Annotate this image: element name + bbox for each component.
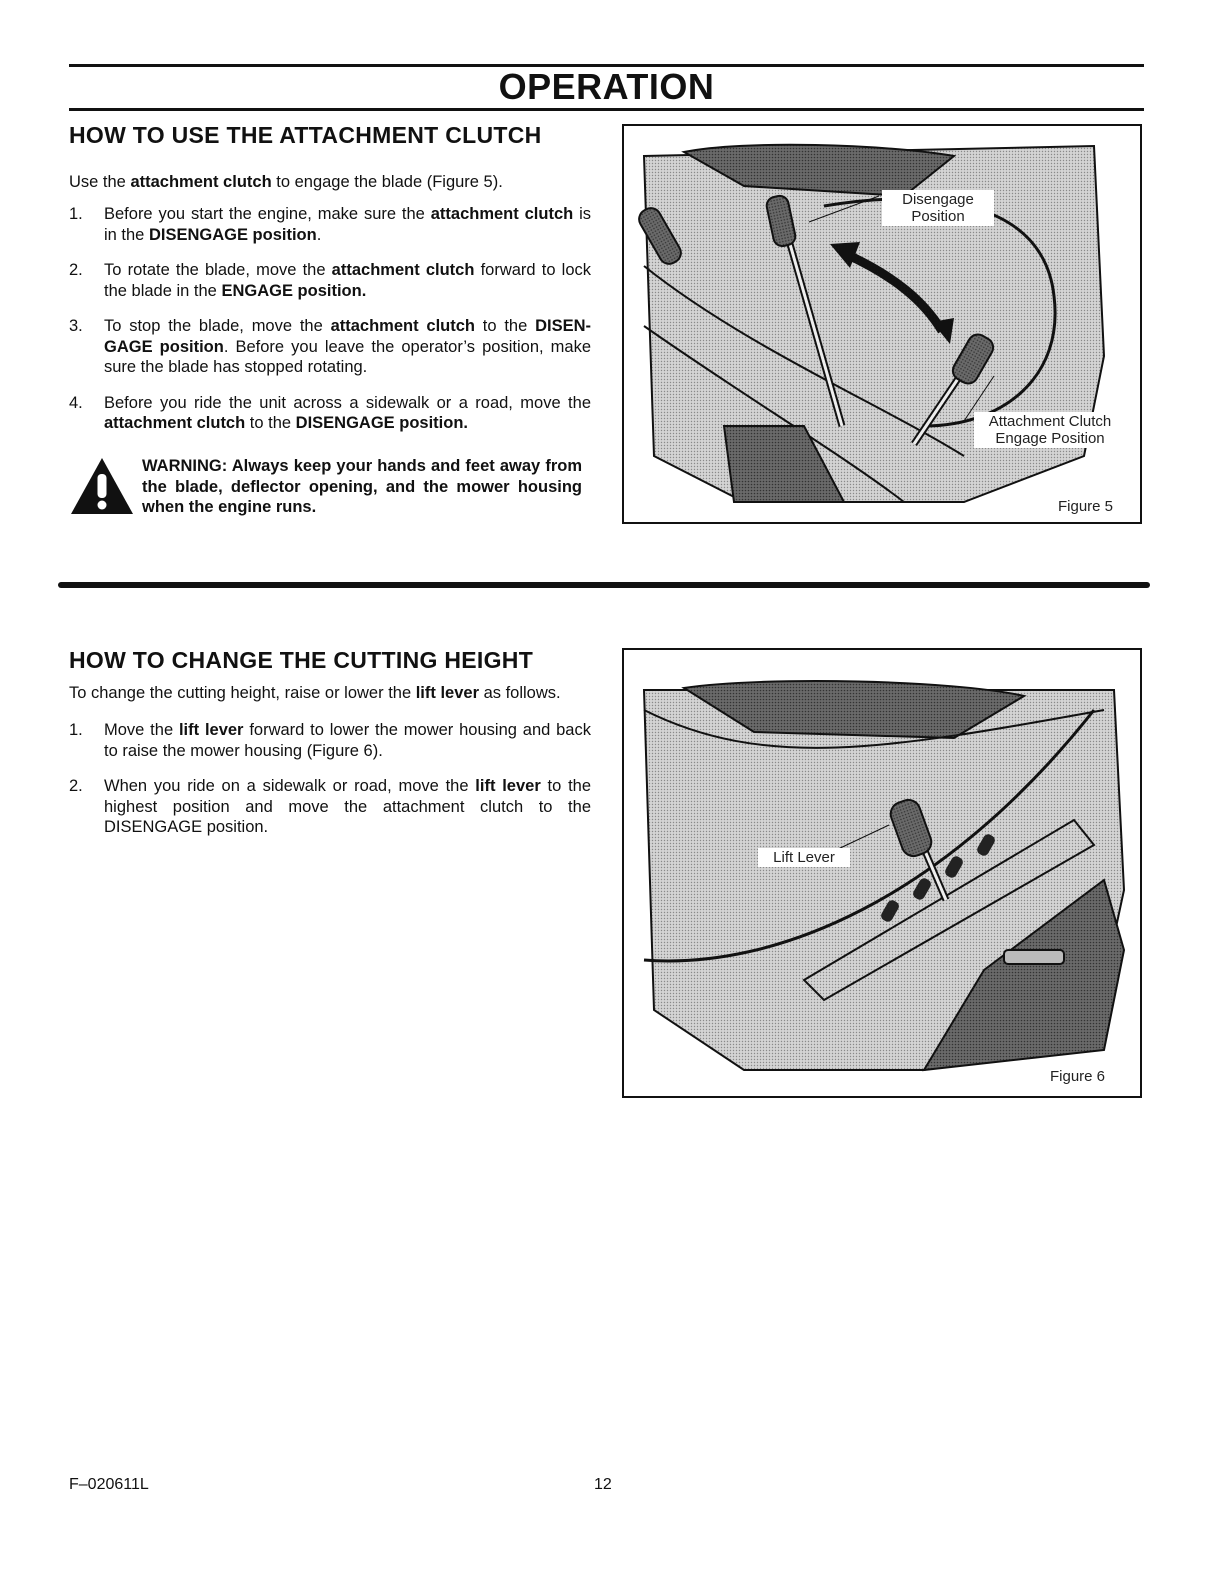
warning-block (69, 456, 584, 520)
clutch-steps (69, 204, 591, 449)
callout-line: Disengage (902, 191, 974, 208)
lift-lever-callout: Lift Lever (758, 848, 850, 867)
warning-text: WARNING: Always keep your hands and feet away from the blade, deflector opening, and the mower housing when the engine runs. (142, 457, 582, 516)
step-text: to the (245, 414, 296, 432)
cutting-intro (69, 683, 591, 704)
step-bold: attachment clutch (104, 414, 246, 432)
step-number: 2. (69, 777, 83, 795)
step-bold: attachment clutch (331, 261, 475, 279)
callout-line: Position (911, 208, 965, 225)
step-number: 3. (69, 317, 83, 335)
clutch-step (69, 204, 591, 245)
step-bold: attachment clutch (330, 317, 475, 335)
step-bold: lift lever (475, 777, 541, 795)
figure-5-label: Figure 5 (1058, 498, 1114, 515)
figure-6 (622, 648, 1142, 1098)
step-text: Move the (104, 721, 179, 739)
step-bold: ENGAGE position. (221, 281, 367, 300)
page-title: OPERATION (498, 66, 715, 107)
footer-code: F–020611L (69, 1476, 149, 1493)
step-number: 1. (69, 205, 83, 223)
step-text: forward to lower the mower housing and back to raise the mower housing (Figure 6). (104, 721, 591, 760)
step-text: . (316, 225, 322, 244)
figure-6-illustration (624, 650, 1140, 1096)
step-text: is in the (104, 205, 592, 244)
step-text: To stop the blade, move the (104, 317, 331, 335)
step-text: . Before you leave the operator’s position, make sure the blade has stopped rotating. (104, 337, 591, 376)
callout-line: Engage Position (995, 430, 1105, 447)
step-bold: attachment clutch (430, 205, 574, 223)
clutch-intro-post: to engage the blade (Figure 5). (271, 173, 503, 191)
clutch-intro-pre: Use the (69, 173, 131, 191)
disengage-callout (882, 190, 994, 226)
cutting-intro-bold: lift lever (415, 684, 479, 702)
cutting-intro-pre: To change the cutting height, raise or lower the (69, 684, 416, 702)
step-number: 4. (69, 393, 83, 412)
cutting-steps (69, 720, 591, 853)
step-number: 2. (69, 261, 83, 279)
section-heading-clutch: HOW TO USE THE ATTACHMENT CLUTCH (69, 122, 542, 148)
step-text: Before you start the engine, make sure the (104, 205, 431, 223)
step-bold: DISENGAGE position (148, 225, 317, 244)
section-heading-cutting-height: HOW TO CHANGE THE CUTTING HEIGHT (69, 647, 534, 673)
callout-line: Attachment Clutch (988, 413, 1112, 430)
step-number: 1. (69, 721, 83, 739)
clutch-step (69, 316, 591, 378)
warning-triangle-icon (69, 456, 135, 516)
figure-5-illustration (624, 126, 1140, 522)
cutting-step (69, 720, 591, 761)
step-text: to the (474, 317, 536, 335)
step-bold: DISENGAGE position. (295, 414, 468, 432)
clutch-intro-bold: attachment clutch (130, 173, 272, 191)
step-text: Before you ride the unit across a sidewalk or a road, move the (104, 393, 591, 412)
cutting-step (69, 776, 591, 838)
section-divider (58, 582, 1150, 588)
title-rule (69, 108, 1144, 111)
figure-5 (622, 124, 1142, 524)
step-text: When you ride on a sidewalk or road, move the (104, 777, 476, 795)
figure-6-label: Figure 6 (1050, 1068, 1106, 1085)
step-text: to the highest position and move the attachment clutch to the DISENGAGE position. (104, 777, 592, 836)
step-text: To rotate the blade, move the (104, 261, 332, 279)
cutting-intro-post: as follows. (479, 684, 561, 702)
clutch-intro (69, 172, 591, 193)
clutch-step (69, 393, 591, 434)
engage-callout (974, 412, 1126, 448)
step-text: forward to lock the blade in the (104, 261, 591, 300)
step-bold: lift lever (178, 721, 244, 739)
step-bold: DISEN-GAGE position (104, 317, 591, 356)
clutch-step (69, 260, 591, 301)
page-number: 12 (594, 1476, 612, 1493)
